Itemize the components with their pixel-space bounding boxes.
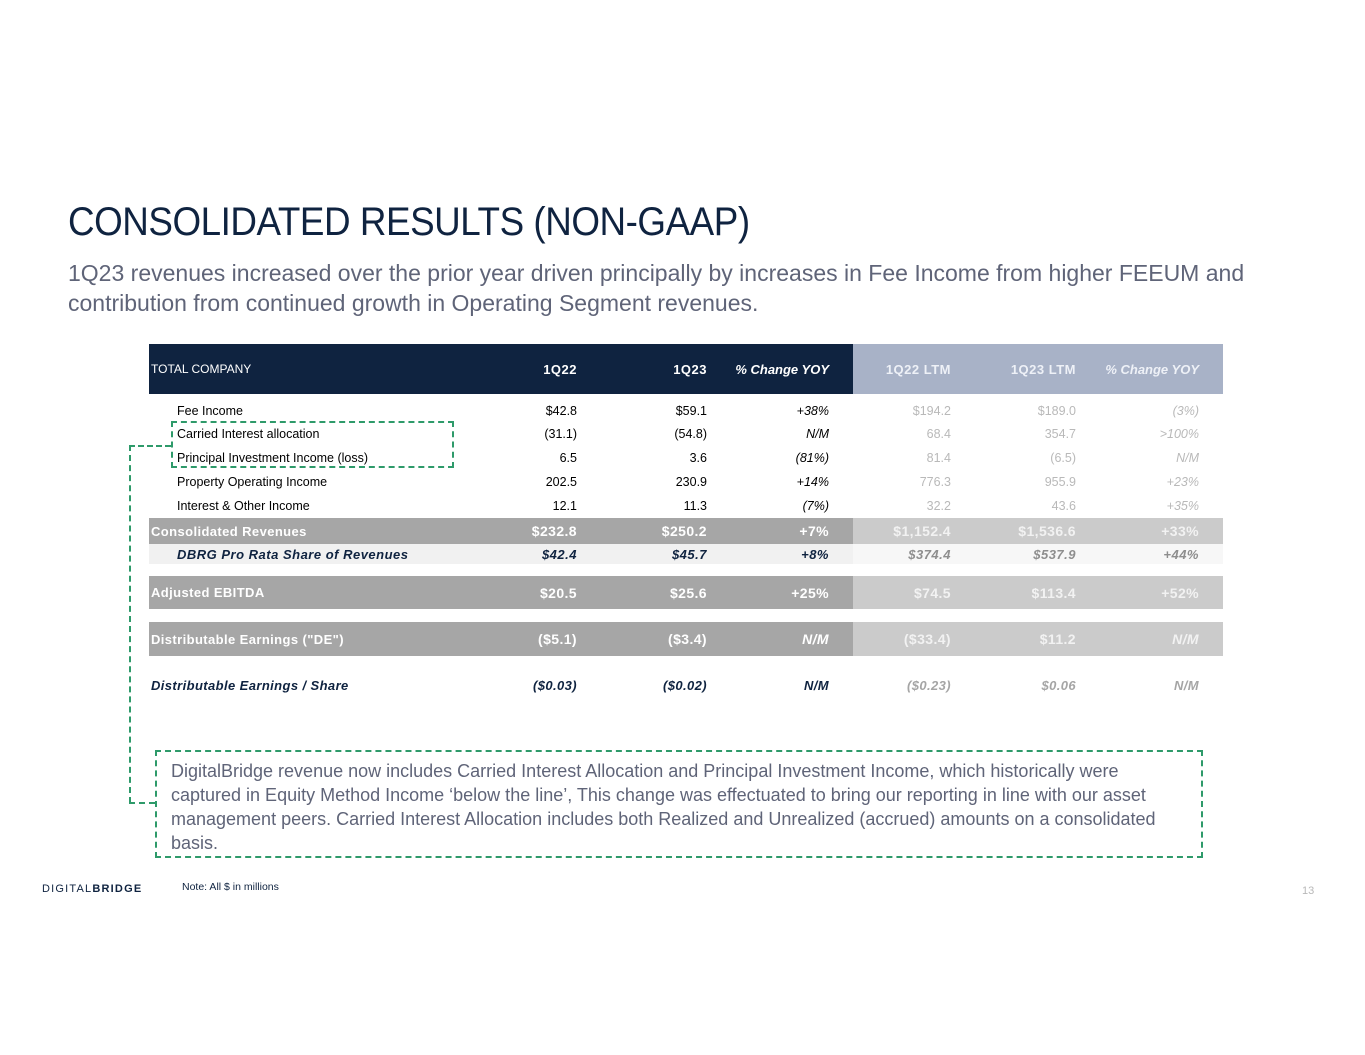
- row-ltm22: $194.2: [912, 403, 951, 418]
- row-1q22: $232.8: [531, 523, 577, 539]
- pro-rata-revenues-row: [149, 544, 1223, 564]
- row-ltmpct: N/M: [1176, 451, 1199, 465]
- row-1q23: $25.6: [669, 584, 707, 601]
- row-1q23: 230.9: [675, 475, 707, 489]
- row-ltmpct: +33%: [1161, 523, 1199, 539]
- row-ltm22: $74.5: [913, 584, 951, 601]
- company-logo: [42, 883, 142, 895]
- row-1q23: $59.1: [675, 403, 707, 418]
- row-ltmpct: +52%: [1161, 584, 1199, 601]
- row-ltmpct: >100%: [1159, 427, 1199, 441]
- row-pct: (7%): [802, 499, 829, 513]
- row-pct: +8%: [801, 546, 829, 562]
- row-ltm23: $537.9: [1033, 546, 1076, 562]
- row-1q22: $20.5: [539, 584, 577, 601]
- row-ltmpct: +23%: [1166, 475, 1199, 489]
- row-1q23: ($0.02): [663, 677, 707, 693]
- page-title: CONSOLIDATED RESULTS (NON-GAAP): [68, 200, 750, 244]
- row-1q23: $45.7: [671, 546, 707, 562]
- row-label: Distributable Earnings ("DE"): [151, 631, 344, 647]
- connector-line: [129, 445, 131, 803]
- row-pct: (81%): [795, 451, 829, 465]
- row-ltm23: 955.9: [1044, 475, 1076, 489]
- row-ltmpct: N/M: [1173, 677, 1199, 693]
- row-ltm23: $11.2: [1039, 631, 1076, 647]
- row-label: Fee Income: [177, 403, 244, 418]
- row-ltm22: ($33.4): [903, 631, 951, 647]
- row-label: Consolidated Revenues: [151, 523, 307, 539]
- row-ltm22: 68.4: [926, 427, 951, 441]
- row-label: Interest & Other Income: [177, 499, 310, 513]
- header-1q22-ltm: 1Q22 LTM: [885, 361, 951, 377]
- row-1q23: 11.3: [683, 499, 707, 513]
- header-1q23: 1Q23: [673, 361, 707, 377]
- row-1q22: (31.1): [544, 427, 577, 441]
- row-label: Carried Interest allocation: [177, 427, 320, 441]
- row-ltm23: $113.4: [1031, 584, 1076, 601]
- row-1q22: $42.4: [541, 546, 577, 562]
- table-row: [149, 470, 1223, 494]
- row-1q23: $250.2: [661, 523, 707, 539]
- row-ltm22: 776.3: [919, 475, 951, 489]
- row-label: DBRG Pro Rata Share of Revenues: [177, 546, 409, 562]
- row-1q22: 6.5: [559, 451, 577, 465]
- row-ltm22: 32.2: [926, 499, 951, 513]
- row-1q23: ($3.4): [668, 631, 707, 647]
- adjusted-ebitda-row: [149, 576, 1223, 609]
- row-1q23: 3.6: [689, 451, 707, 465]
- row-1q22: 12.1: [552, 499, 577, 513]
- header-pct-change: % Change YOY: [735, 361, 829, 377]
- row-pct: +25%: [791, 584, 829, 601]
- row-label: Adjusted EBITDA: [151, 585, 265, 600]
- row-1q23: (54.8): [674, 427, 707, 441]
- table-row: [149, 494, 1223, 518]
- highlight-box: [171, 421, 454, 468]
- row-label: Principal Investment Income (loss): [177, 451, 369, 465]
- row-pct: +38%: [796, 403, 829, 418]
- row-ltmpct: (3%): [1172, 403, 1199, 418]
- header-label: TOTAL COMPANY: [151, 362, 252, 376]
- row-ltm22: 81.4: [926, 451, 951, 465]
- row-ltmpct: N/M: [1172, 631, 1199, 647]
- row-ltm23: $189.0: [1037, 403, 1076, 418]
- row-pct: +7%: [799, 523, 829, 539]
- row-ltm22: $374.4: [908, 546, 951, 562]
- row-label: Distributable Earnings / Share: [151, 677, 349, 693]
- logo-text: DIGITAL: [42, 883, 93, 895]
- row-1q22: $42.8: [545, 403, 577, 418]
- page-subtitle: 1Q23 revenues increased over the prior year driven principally by increases in Fee Income from higher FEEUM and contribution from continued growth in Operating Segment revenues.: [68, 260, 1245, 316]
- row-ltm22: $1,152.4: [893, 523, 951, 539]
- row-1q22: ($0.03): [533, 677, 577, 693]
- row-label: Property Operating Income: [177, 475, 328, 489]
- header-1q23-ltm: 1Q23 LTM: [1010, 361, 1076, 377]
- row-ltm23: $1,536.6: [1018, 523, 1076, 539]
- row-ltm23: 354.7: [1044, 427, 1076, 441]
- header-1q22: 1Q22: [543, 361, 577, 377]
- row-ltm23: $0.06: [1041, 677, 1076, 693]
- row-1q22: 202.5: [545, 475, 577, 489]
- row-pct: +14%: [796, 475, 829, 489]
- de-per-share-row: [149, 672, 1223, 698]
- results-table: [149, 344, 1223, 714]
- row-ltm23: (6.5): [1050, 451, 1076, 465]
- table-header-row: [149, 344, 1223, 394]
- table-row: [149, 399, 1223, 422]
- callout-note: DigitalBridge revenue now includes Carried Interest Allocation and Principal Investment Income, which historically were captured in Equity Method Income ‘below the line’, This change was effectuated to bring our reporting in line with our asset management peers. Carried Interest Allocation includes both Realized and Unrealized (accrued) amounts on a consolidated basis.: [155, 750, 1203, 858]
- row-pct: N/M: [806, 427, 829, 441]
- row-ltm23: 43.6: [1051, 499, 1076, 513]
- row-1q22: ($5.1): [538, 631, 577, 647]
- row-ltmpct: +44%: [1163, 546, 1199, 562]
- row-ltmpct: +35%: [1166, 499, 1199, 513]
- row-pct: N/M: [802, 631, 829, 647]
- consolidated-revenues-row: [149, 518, 1223, 544]
- page-number: 13: [1302, 885, 1315, 897]
- footnote: Note: All $ in millions: [182, 881, 279, 893]
- row-ltm22: ($0.23): [907, 677, 951, 693]
- header-ltm-pct-change: % Change YOY: [1105, 361, 1199, 377]
- logo-text-bold: BRIDGE: [92, 883, 143, 895]
- distributable-earnings-row: [149, 622, 1223, 656]
- row-pct: N/M: [803, 677, 829, 693]
- connector-line: [129, 445, 171, 447]
- connector-line: [129, 802, 155, 804]
